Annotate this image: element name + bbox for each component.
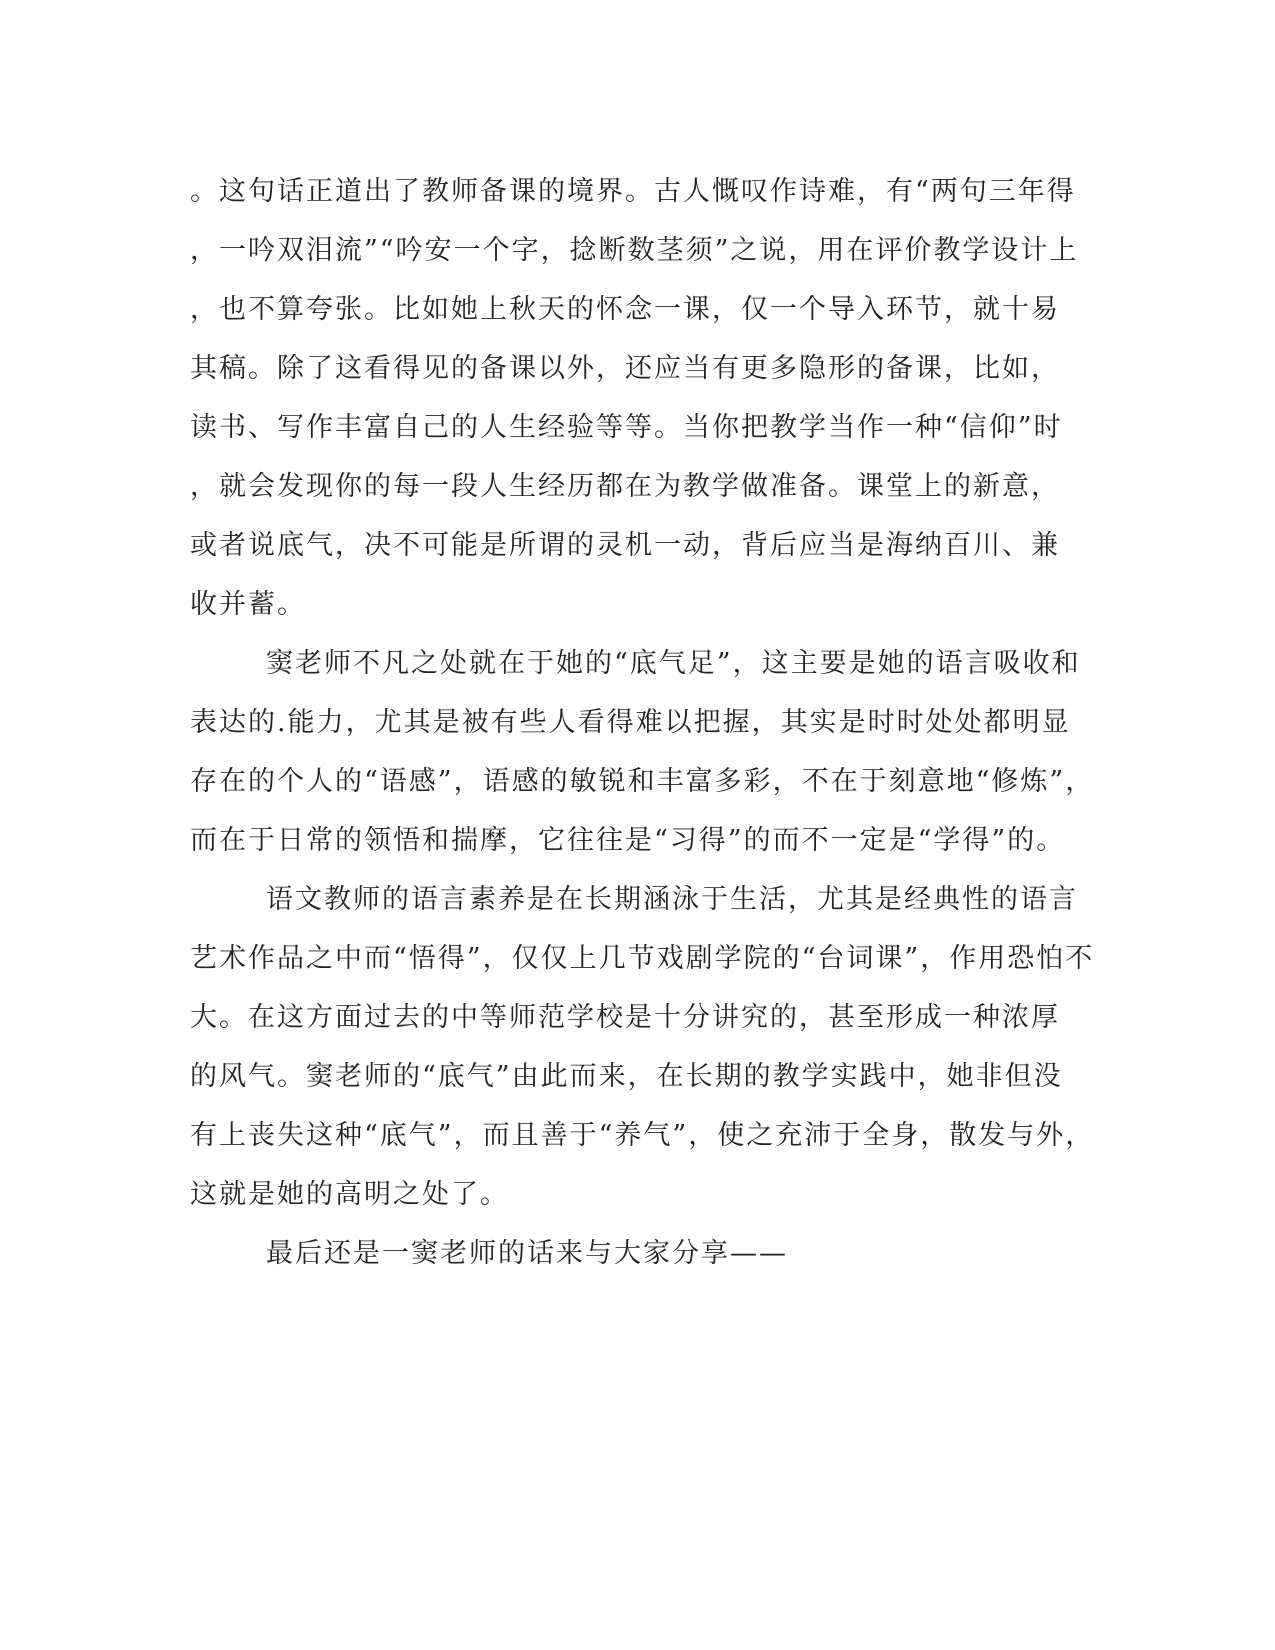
- paragraph-4: [190, 1224, 1090, 1283]
- text-line: 或者说底气，决不可能是所谓的灵机一动，背后应当是海纳百川、兼: [190, 530, 1060, 561]
- text-line: 大。在这方面过去的中等师范学校是十分讲究的，甚至形成一种浓厚: [190, 1002, 1060, 1033]
- text-line: 收并蓄。: [190, 589, 306, 620]
- text-line: 而在于日常的领悟和揣摩，它往往是“习得”的而不一定是“学得”的。: [190, 825, 1066, 856]
- text-line: 语文教师的语言素养是在长期涵泳于生活，尤其是经典性的语言: [266, 884, 1078, 915]
- text-line: 存在的个人的“语感”，语感的敏锐和丰富多彩，不在于刻意地“修炼”，: [190, 766, 1095, 797]
- text-line: 这就是她的高明之处了。: [190, 1179, 509, 1210]
- text-line: ，也不算夸张。比如她上秋天的怀念一课，仅一个导入环节，就十易: [190, 294, 1060, 325]
- text-line: 读书、写作丰富自己的人生经验等等。当你把教学当作一种“信仰”时: [190, 412, 1063, 443]
- text-line: ，一吟双泪流”“吟安一个字，捻断数茎须”之说，用在评价教学设计上: [190, 235, 1079, 266]
- text-line: 艺术作品之中而“悟得”，仅仅上几节戏剧学院的“台词课”，作用恐怕不: [190, 943, 1095, 974]
- text-line: 。这句话正道出了教师备课的境界。古人慨叹作诗难，有“两句三年得: [190, 176, 1076, 207]
- text-line: 最后还是一窦老师的话来与大家分享——: [266, 1238, 788, 1269]
- text-line: 窦老师不凡之处就在于她的“底气足”，这主要是她的语言吸收和: [266, 648, 1081, 679]
- paragraph-1: [190, 162, 1090, 634]
- paragraph-2: [190, 634, 1095, 870]
- paragraph-3: [190, 870, 1095, 1224]
- text-line: 有上丧失这种“底气”，而且善于“养气”，使之充沛于全身，散发与外，: [190, 1120, 1095, 1151]
- text-line: 的风气。窦老师的“底气”由此而来，在长期的教学实践中，她非但没: [190, 1061, 1063, 1092]
- text-line: ，就会发现你的每一段人生经历都在为教学做准备。课堂上的新意，: [190, 471, 1060, 502]
- document-body: [190, 162, 1095, 1283]
- text-line: 其稿。除了这看得见的备课以外，还应当有更多隐形的备课，比如，: [190, 353, 1060, 384]
- text-line: 表达的.能力，尤其是被有些人看得难以把握，其实是时时处处都明显: [190, 707, 1071, 738]
